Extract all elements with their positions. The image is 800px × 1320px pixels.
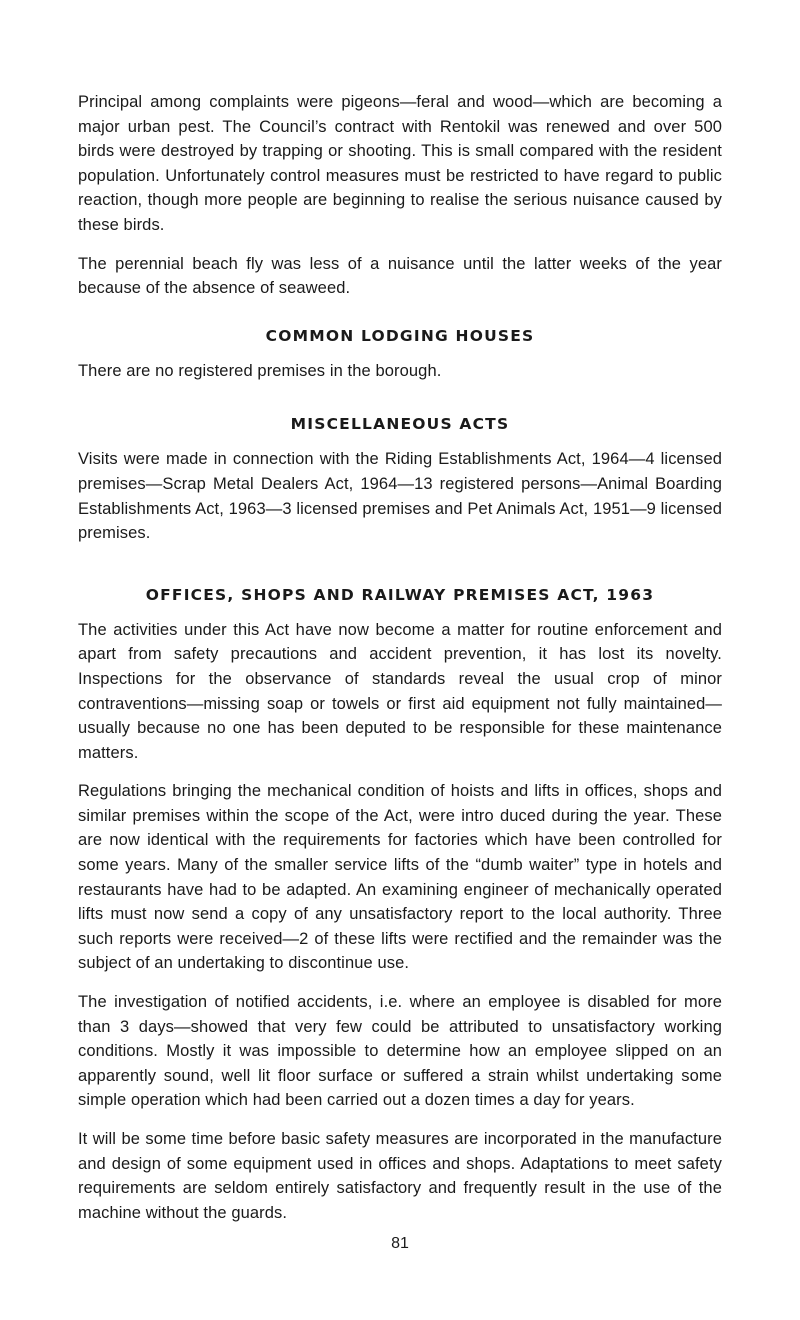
paragraph-offices-safety: It will be some time before basic safety measures are incorporated in the manufacture and design of some equipment used in offices and shops. Adaptations to meet safety requirements are seldom entirely satisfactory and frequently result in the use of the machine without the guards. xyxy=(78,1130,722,1222)
paragraph-offices-lifts: Regulations bringing the mechanical condition of hoists and lifts in offices, shops and similar premises within the scope of the Act, were intro duced during the year. These are now identical with the requirements for factories which have been controlled for some years. Many of the smaller service lifts of the “dumb waiter” type in hotels and restaurants have had to be adapted. An examining engineer of mechanically operated lifts must now send a copy of any unsatisfactory report to the local authority. Three such reports were received—2 of these lifts were rectified and the remainder was the subject of an undertaking to discontinue use. xyxy=(78,782,722,973)
document-page xyxy=(78,90,722,1239)
paragraph-offices-routine: The activities under this Act have now become a matter for routine enforcement and apart from safety precautions and accident prevention, it has lost its novelty. Inspections for the observance of standards reveal the usual crop of minor contraventions—missing soap or towels or first aid equipment not fully maintained—usually because no one has been deputed to be responsible for these maintenance matters. xyxy=(78,620,722,762)
paragraph-miscellaneous-acts: Visits were made in connection with the Riding Establishments Act, 1964—4 licensed premises—Scrap Metal Dealers Act, 1964—13 registered persons—Animal Boarding Establishments Act, 1963—3 licensed premises and Pet Animals Act, 1951—9 licensed premises. xyxy=(78,450,722,543)
paragraph-pigeons: Principal among complaints were pigeons—feral and wood—which are becoming a major urban pest. The Council’s contract with Rentokil was renewed and over 500 birds were destroyed by trapping or shooting. This is small compared with the resident population. Unfortunately control measures must be restricted to have regard to public reaction, though more people are beginning to realise the serious nuisance caused by these birds. xyxy=(78,93,722,234)
paragraph-beach-fly: The perennial beach fly was less of a nuisance until the latter weeks of the year because of the absence of seaweed. xyxy=(78,254,722,298)
heading-common-lodging-houses: COMMON LODGING HOUSES xyxy=(265,326,535,345)
heading-miscellaneous-acts: MISCELLANEOUS ACTS xyxy=(290,415,510,434)
page-number: 81 xyxy=(391,1235,409,1252)
heading-offices-shops-railway: OFFICES, SHOPS AND RAILWAY PREMISES ACT, 1963 xyxy=(145,585,655,604)
paragraph-offices-accidents: The investigation of notified accidents, i.e. where an employee is disabled for more than 3 days—showed that very few could be attributed to unsatisfactory working conditions. Mostly it was impossible to determine how an employee slipped on an apparently sound, well lit floor surface or suffered a strain whilst undertaking some simple operation which had been carried out a dozen times a day for years. xyxy=(78,993,722,1110)
paragraph-common-lodging: There are no registered premises in the borough. xyxy=(78,361,442,380)
